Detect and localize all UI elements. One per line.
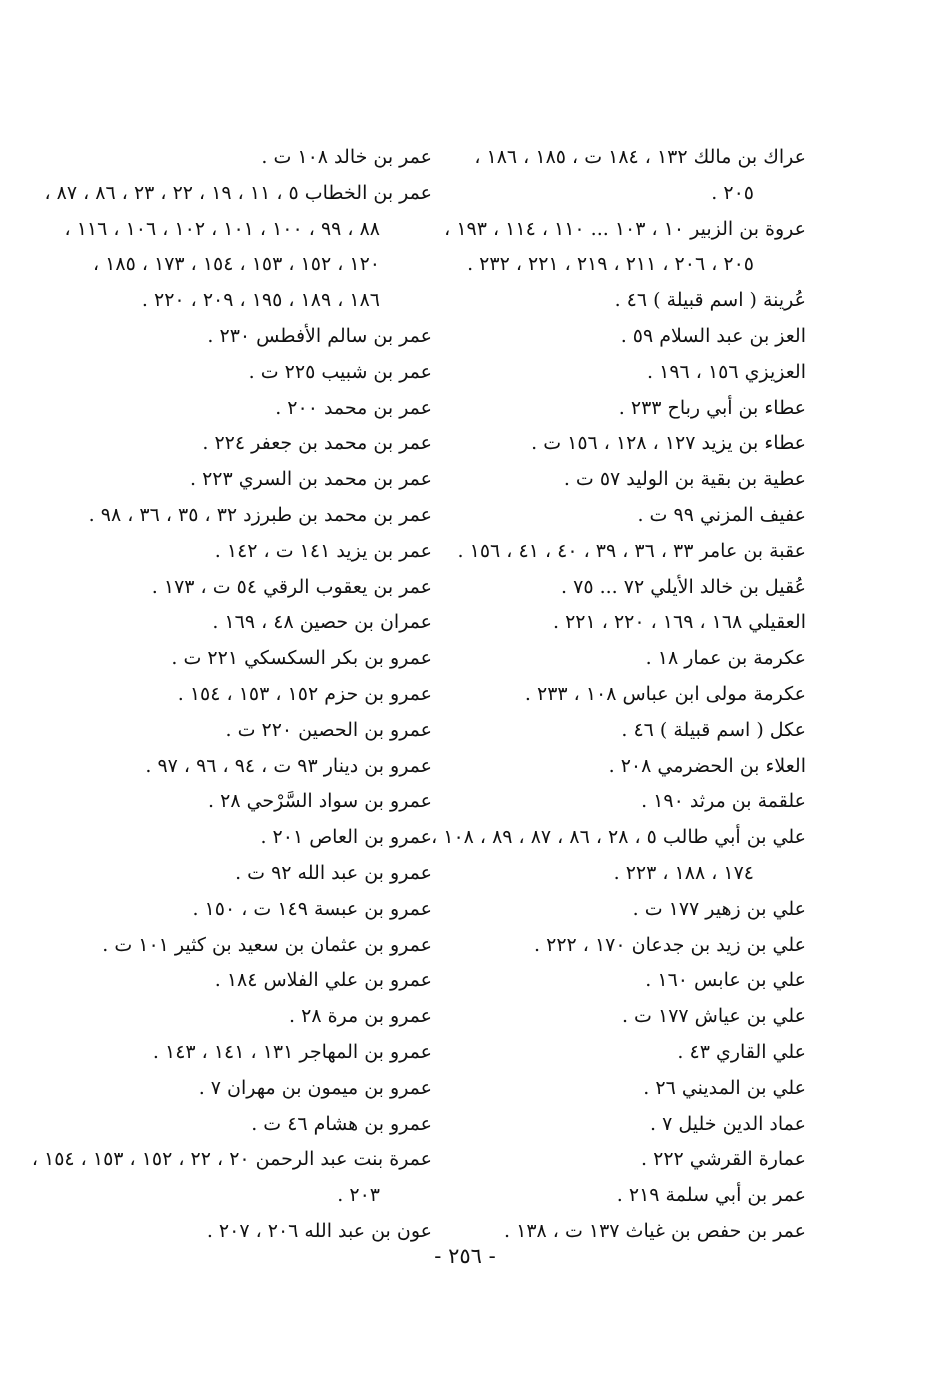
index-entry: علي بن عياش ١٧٧ ت . — [621, 1005, 806, 1028]
index-entry: عفيف المزني ٩٩ ت . — [637, 503, 806, 526]
index-entry: عمرو بن العاص ٢٠١ . — [260, 826, 432, 849]
index-entry: عقبة بن عامر ٣٣ ، ٣٦ ، ٣٩ ، ٤٠ ، ٤١ ، ١٥٦ . — [457, 539, 806, 562]
index-entry: عراك بن مالك ١٣٢ ، ١٨٤ ت ، ١٨٥ ، ١٨٦ ، — [474, 146, 806, 168]
index-entry: عطاء بن أبي رباح ٢٣٣ . — [618, 396, 806, 419]
index-entry: عروة بن الزبير ١٠ ، ١٠٣ ... ١١٠ ، ١١٤ ، ١٩٣ ، — [444, 217, 806, 240]
index-entry: عمرو بن علي الفلاس ١٨٤ . — [214, 969, 432, 992]
index-entry: علي بن المديني ٢٦ . — [643, 1076, 806, 1099]
index-entry: عمر بن حفص بن غياث ١٣٧ ت ، ١٣٨ . — [504, 1219, 806, 1242]
index-entry: عمرو بن عبد الله ٩٢ ت . — [235, 861, 432, 884]
index-entry: عطاء بن يزيد ١٢٧ ، ١٢٨ ، ١٥٦ ت . — [531, 432, 806, 455]
index-entry: علي بن زيد بن جدعان ١٧٠ ، ٢٢٢ . — [534, 933, 806, 956]
index-entry: عمر بن محمد بن طبرزد ٣٢ ، ٣٥ ، ٣٦ ، ٩٨ . — [88, 503, 432, 526]
index-entry: عُقيل بن خالد الأيلي ٧٢ ... ٧٥ . — [561, 575, 806, 598]
index-entry: عمر بن يزيد ١٤١ ت ، ١٤٢ . — [214, 539, 432, 562]
index-entry: عمرو بن سواد السَّرْحي ٢٨ . — [208, 790, 432, 813]
index-entry: عمرو بن مرة ٢٨ . — [289, 1005, 432, 1028]
index-entry-continuation: ٢٠٥ ، ٢٠٦ ، ٢١١ ، ٢١٩ ، ٢٢١ ، ٢٣٢ . — [467, 253, 754, 276]
index-entry: عكرمة بن عمار ١٨ . — [645, 647, 806, 670]
page-number: - ٢٥٦ - — [434, 1244, 496, 1268]
index-entry: عُرينة ( اسم قبيلة ) ٤٦ . — [614, 289, 806, 312]
index-entry: علي بن زهير ١٧٧ ت . — [632, 897, 806, 920]
index-entry: علي بن أبي طالب ٥ ، ٢٨ ، ٨٦ ، ٨٧ ، ٨٩ ، ١٠٨ ، — [431, 826, 806, 849]
index-entry: عكرمة مولى ابن عباس ١٠٨ ، ٢٣٣ . — [524, 682, 806, 705]
index-entry: عمر بن سالم الأفطس ٢٣٠ . — [207, 324, 432, 347]
index-entry: العلاء بن الحضرمي ٢٠٨ . — [608, 754, 806, 777]
index-entry-continuation: ١٧٤ ، ١٨٨ ، ٢٢٣ . — [613, 861, 754, 884]
index-entry-continuation: ٨٨ ، ٩٩ ، ١٠٠ ، ١٠١ ، ١٠٢ ، ١٠٦ ، ١١٦ ، — [64, 217, 380, 240]
index-entry: عمر بن شبيب ٢٢٥ ت . — [248, 360, 432, 383]
index-entry-continuation: ١٨٦ ، ١٨٩ ، ١٩٥ ، ٢٠٩ ، ٢٢٠ . — [141, 289, 380, 312]
index-entry: عمر بن الخطاب ٥ ، ١١ ، ١٩ ، ٢٢ ، ٢٣ ، ٨٦ ، ٨٧ ، — [44, 181, 432, 204]
index-entry: عمر بن محمد بن جعفر ٢٢٤ . — [202, 432, 432, 455]
index-entry: العقيلي ١٦٨ ، ١٦٩ ، ٢٢٠ ، ٢٢١ . — [553, 611, 806, 634]
index-entry: عمرو بن حزم ١٥٢ ، ١٥٣ ، ١٥٤ . — [177, 682, 432, 705]
index-entry-continuation: ١٢٠ ، ١٥٢ ، ١٥٣ ، ١٥٤ ، ١٧٣ ، ١٨٥ ، — [92, 253, 380, 276]
index-entry: عمر بن محمد بن السري ٢٢٣ . — [190, 468, 432, 491]
index-entry: علي بن عابس ١٦٠ . — [645, 969, 806, 992]
index-entry-continuation: ٢٠٥ . — [711, 181, 754, 204]
index-entry: عمرة بنت عبد الرحمن ٢٠ ، ٢٢ ، ١٥٢ ، ١٥٣ ، ١٥٤ ، — [31, 1148, 432, 1171]
index-column-left — [31, 140, 432, 1250]
index-entry: عون بن عبد الله ٢٠٦ ، ٢٠٧ . — [206, 1219, 432, 1242]
index-entry: عطية بن بقية بن الوليد ٥٧ ت . — [563, 468, 806, 491]
index-column-right — [431, 140, 806, 1250]
index-entry: علي القاري ٤٣ . — [677, 1040, 806, 1063]
index-entry-continuation: ٢٠٣ . — [337, 1184, 380, 1207]
index-entry: عمر بن محمد ٢٠٠ . — [275, 396, 432, 419]
index-entry: عمر بن يعقوب الرقي ٥٤ ت ، ١٧٣ . — [151, 575, 432, 598]
index-entry: عمارة القرشي ٢٢٢ . — [641, 1148, 806, 1171]
index-entry: العز بن عبد السلام ٥٩ . — [620, 324, 806, 347]
index-entry: عمر بن أبي سلمة ٢١٩ . — [616, 1184, 806, 1207]
index-entry: عمرو بن هشام ٤٦ ت . — [251, 1112, 432, 1135]
index-entry: عمرو بن بكر السكسكي ٢٢١ ت . — [171, 647, 432, 670]
index-entry: عمرو بن ميمون بن مهران ٧ . — [198, 1076, 432, 1099]
index-entry: علقمة بن مرثد ١٩٠ . — [641, 790, 806, 813]
index-entry: عمرو بن عثمان بن سعيد بن كثير ١٠١ ت . — [102, 933, 432, 956]
index-entry: عمران بن حصين ٤٨ ، ١٦٩ . — [212, 611, 432, 634]
index-entry: عمرو بن دينار ٩٣ ت ، ٩٤ ، ٩٦ ، ٩٧ . — [145, 754, 432, 777]
index-entry: عمرو بن عبسة ١٤٩ ت ، ١٥٠ . — [192, 897, 432, 920]
index-entry: العزيزي ١٥٦ ، ١٩٦ . — [647, 360, 806, 383]
index-entry: عماد الدين خليل ٧ . — [650, 1112, 806, 1135]
index-entry: عكل ( اسم قبيلة ) ٤٦ . — [621, 718, 806, 741]
index-entry: عمر بن خالد ١٠٨ ت . — [261, 146, 432, 168]
index-entry: عمرو بن الحصين ٢٢٠ ت . — [225, 718, 432, 741]
index-entry: عمرو بن المهاجر ١٣١ ، ١٤١ ، ١٤٣ . — [152, 1040, 432, 1063]
